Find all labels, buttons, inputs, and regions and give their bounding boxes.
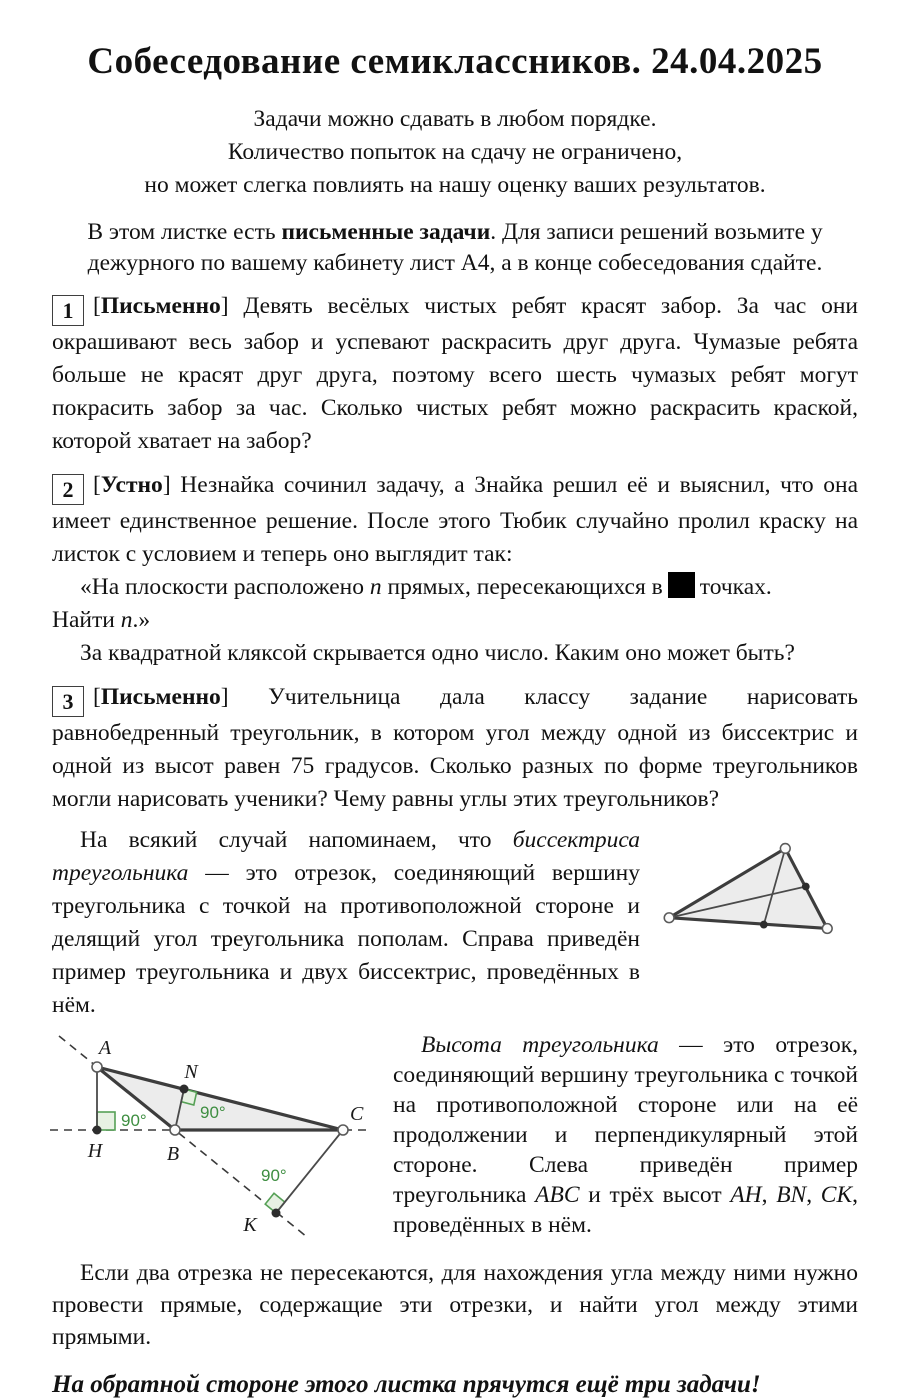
problem-3 xyxy=(52,681,858,816)
note-bold: письменные задачи xyxy=(281,219,491,245)
intro-line-1: Задачи можно сдавать в любом порядке. xyxy=(253,106,657,132)
bracket: ] xyxy=(220,293,229,319)
note-post: . Для записи решений возьмите у дежурного по вашему кабинету лист А4, а в конце собеседования сдайте. xyxy=(87,219,823,276)
problem-1-text: Девять весёлых чистых ребят красят забор. За час они окрашивают весь забор и успевают раскрасить друг друга. Чумазые ребята больше не красят друг друга, поэтому всего шесть чумазых ребят могут покрасить забор за час. Сколько чистых ребят можно раскрасить краской, которой хватает на забор? xyxy=(52,293,858,454)
altitudes-triangle-figure xyxy=(45,1032,377,1245)
var-n: n xyxy=(369,574,382,600)
vertex-b xyxy=(170,1125,180,1135)
problem-3-text: Учительница дала классу задание нарисовать равнобедренный треугольник, в котором угол между одной из биссектрис и одной из высот равен 75 градусов. Сколько разных по форме треугольников могли нарисовать ученики? Чему равны углы этих треугольников? xyxy=(52,684,858,812)
problem-2-followup: За квадратной кляксой скрывается одно число. Каким оно может быть? xyxy=(80,640,795,666)
intro-line-2: Количество попыток на сдачу не ограничено, xyxy=(227,139,683,165)
bisector-foot-point xyxy=(760,921,768,929)
right-angle-label-h: 90° xyxy=(121,1111,147,1130)
problem-2 xyxy=(52,469,858,571)
page-title: Собеседование семиклассников. 24.04.2025 xyxy=(87,41,823,82)
math-abc: ABC xyxy=(535,1182,580,1208)
quote-pre: «На плоскости расположено xyxy=(80,574,370,600)
height-section xyxy=(52,1030,858,1245)
math-ah: AH xyxy=(730,1182,762,1208)
problem-2-mode: Устно xyxy=(100,472,163,498)
bracket: [ xyxy=(93,472,101,498)
comma: , xyxy=(806,1182,821,1208)
altitudes-triangle-diagram xyxy=(45,1032,377,1240)
problem-3-number-box: 3 xyxy=(52,686,84,717)
bracket: ] xyxy=(220,684,229,710)
bracket: ] xyxy=(162,472,171,498)
label-b: B xyxy=(166,1143,180,1165)
height-mid: — это отрезок, соединяющий вершину треугольника с точкой на противоположной стороне или на её продолжении и перпендикулярный этой стороне. Слева приведён пример треугольника xyxy=(393,1032,858,1208)
triangle-vertex xyxy=(664,913,674,923)
label-c: C xyxy=(350,1103,364,1125)
label-k: K xyxy=(243,1214,257,1236)
math-ck: CK xyxy=(820,1182,853,1208)
point-h xyxy=(93,1126,102,1135)
quote-line2: Найти xyxy=(52,607,121,633)
triangle-vertex xyxy=(780,844,790,854)
height-term: Высота треугольника xyxy=(421,1032,659,1058)
label-n: N xyxy=(184,1061,198,1083)
bisector-post: — это отрезок, соединяющий вершину треугольника с точкой на противоположной стороне и делящий угол треугольника пополам. Справа приведён пример треугольника и двух биссектрис, проведённых в нём. xyxy=(52,860,640,1018)
point-k xyxy=(272,1209,281,1218)
problem-1-number-box: 1 xyxy=(52,295,84,326)
intro-line-3: но может слегка повлиять на нашу оценку ваших результатов. xyxy=(144,172,766,198)
bisector-term: биссектриса треугольника xyxy=(52,827,640,886)
right-angle-label-k: 90° xyxy=(261,1166,287,1185)
comma: , xyxy=(761,1182,777,1208)
problem-1-mode: Письменно xyxy=(100,293,221,319)
bracket: [ xyxy=(93,293,101,319)
problem-1 xyxy=(52,290,858,458)
quote-post: точках. xyxy=(699,574,772,600)
var-n: n xyxy=(120,607,133,633)
bracket: [ xyxy=(93,684,101,710)
label-h: H xyxy=(87,1140,103,1162)
written-tasks-note xyxy=(52,217,858,279)
right-angle-label-n: 90° xyxy=(200,1103,226,1122)
problem-2-quote xyxy=(52,571,858,637)
intro-instructions xyxy=(52,103,858,201)
problem-2-number-box: 2 xyxy=(52,474,84,505)
note-pre: В этом листке есть xyxy=(87,219,282,245)
bisector-section xyxy=(52,824,858,1022)
problem-3-mode: Письменно xyxy=(100,684,221,710)
label-a: A xyxy=(98,1037,112,1059)
bisector-triangle-figure xyxy=(648,826,864,953)
triangle-vertex xyxy=(822,924,832,934)
point-n xyxy=(180,1085,189,1094)
ink-blot-square xyxy=(668,572,695,598)
quote-end: .» xyxy=(132,607,151,633)
bisector-foot-point xyxy=(802,883,810,891)
vertex-c xyxy=(338,1125,348,1135)
height-mid2: и трёх высот xyxy=(579,1182,731,1208)
bisector-pre: На всякий случай напоминаем, что xyxy=(80,827,513,853)
quote-mid: прямых, пересекающихся в xyxy=(381,574,663,600)
height-post: , проведённых в нём. xyxy=(393,1182,859,1238)
angle-between-segments-note: Если два отрезка не пересекаются, для нахождения угла между ними нужно провести прямые, содержащие эти отрезки, и найти угол между этими прямыми. xyxy=(52,1260,858,1350)
footer-more-tasks: На обратной стороне этого листка прячутся ещё три задачи! xyxy=(52,1371,761,1398)
math-bn: BN xyxy=(776,1182,807,1208)
vertex-a xyxy=(92,1062,102,1072)
bisector-triangle-diagram xyxy=(648,826,864,948)
problem-2-text: Незнайка сочинил задачу, а Знайка решил её и выяснил, что она имеет единственное решение. После этого Тюбик случайно пролил краску на листок с условием и теперь оно выглядит так: xyxy=(52,472,859,567)
